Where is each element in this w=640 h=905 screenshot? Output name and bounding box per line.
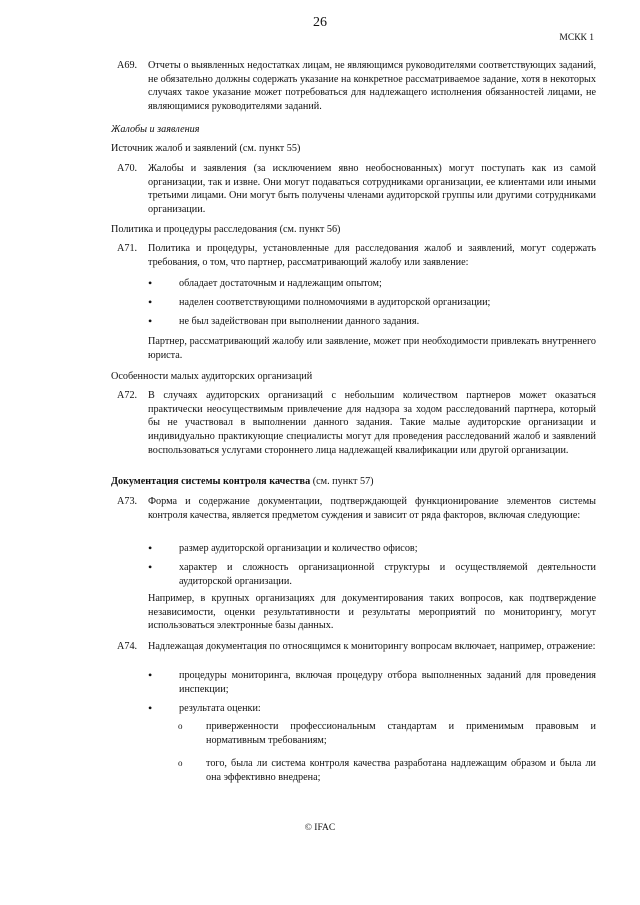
bullet-icon: • — [148, 701, 153, 715]
list-item: • обладает достаточным и надлежащим опытом; — [148, 276, 382, 290]
paragraph-label: A69. — [117, 60, 138, 71]
paragraph-label: A74. — [117, 641, 138, 652]
bullet-icon: • — [148, 314, 153, 328]
paragraph-text: Жалобы и заявления (за исключением явно необоснованных) могут поступать как из самой организации, так и извне. Они могут подаваться сотрудниками организации, ее клиентами или иными третьими лицами. Они могут быть получены членами аудиторской группы или другими сотрудниками организации. — [148, 163, 596, 216]
paragraph-label: A70. — [117, 163, 138, 174]
section-heading-complaints: Жалобы и заявления — [111, 124, 200, 135]
list-item: • процедуры мониторинга, включая процедуру отбора выполненных заданий для проведения инспекции; — [148, 668, 596, 695]
subheading-small-firms: Особенности малых аудиторских организаций — [111, 371, 313, 382]
bullet-icon: • — [148, 668, 153, 682]
circle-bullet-icon: o — [178, 758, 183, 768]
paragraph-text: Отчеты о выявленных недостатках лицам, не являющимся руководителями соответствующих заданий, не обязательно должны содержать указание на конкретное рассматриваемое задание, хотя в некоторых случаях такое указание может потребоваться для надлежащего исполнения обязанностей лицами, не являющимися руководителями заданий. — [148, 60, 596, 113]
paragraph-label: A73. — [117, 496, 138, 507]
subheading-source: Источник жалоб и заявлений (см. пункт 55) — [111, 143, 301, 154]
paragraph-a73 — [117, 495, 596, 522]
list-item: • наделен соответствующими полномочиями в аудиторской организации; — [148, 295, 491, 309]
paragraph-text: Форма и содержание документации, подтверждающей функционирование элементов системы контроля качества, является предметом суждения и зависит от ряда факторов, включая следующие: — [148, 496, 596, 521]
paragraph-a73-note: Например, в крупных организациях для документирования таких вопросов, как подтверждение независимости, оценки результативности и результаты мероприятий по мониторингу, могут использоваться электронные базы данных. — [148, 593, 596, 632]
bullet-icon: • — [148, 560, 153, 574]
paragraph-label: A71. — [117, 243, 138, 254]
paragraph-a74 — [117, 640, 596, 654]
paragraph-a69 — [117, 59, 596, 114]
list-item: • характер и сложность организационной структуры и осуществляемой деятельности аудиторской организации. — [148, 560, 596, 587]
paragraph-a71 — [117, 242, 596, 269]
list-item: • результата оценки: — [148, 701, 261, 715]
sub-list-item: o приверженности профессиональным стандартам и применимым правовым и нормативным требованиям; — [178, 721, 596, 746]
paragraph-text: Надлежащая документация по относящимся к мониторингу вопросам включает, например, отражение: — [148, 641, 596, 652]
paragraph-a70 — [117, 162, 596, 217]
paragraph-a72 — [117, 389, 596, 458]
bullet-icon: • — [148, 295, 153, 309]
bullet-icon: • — [148, 276, 153, 290]
paragraph-label: A72. — [117, 390, 138, 401]
bullet-icon: • — [148, 541, 153, 555]
sub-list-item: o того, была ли система контроля качества разработана надлежащим образом и была ли она эффективно внедрена; — [178, 758, 596, 783]
list-item: • размер аудиторской организации и количество офисов; — [148, 541, 418, 555]
paragraph-a71-note: Партнер, рассматривающий жалобу или заявление, может при необходимости привлекать внутреннего юриста. — [148, 336, 596, 361]
page-number: 26 — [313, 15, 327, 30]
document-code: МСКК 1 — [559, 33, 594, 43]
list-item: • не был задействован при выполнении данного задания. — [148, 314, 420, 328]
paragraph-text: Политика и процедуры, установленные для расследования жалоб и заявлений, могут содержать требования, о том, что партнер, рассматривающий жалобу или заявление: — [148, 243, 596, 268]
paragraph-text: В случаях аудиторских организаций с небольшим количеством партнеров может оказаться практически неосуществимым привлечение для надзора за ходом расследований партнера, который бы не участвовал в выполнении данного задания. Такие малые аудиторские организации и индивидуально практикующие специалисты могут для проведения расследований жалоб и заявлений воспользоваться услугами стороннего лица надлежащей квалификации или другой организации. — [148, 390, 596, 456]
section-heading-documentation: Документация системы контроля качества (см. пункт 57) — [111, 476, 374, 487]
circle-bullet-icon: o — [178, 721, 183, 731]
subheading-policy: Политика и процедуры расследования (см. пункт 56) — [111, 224, 341, 235]
footer-copyright: © IFAC — [304, 823, 336, 833]
